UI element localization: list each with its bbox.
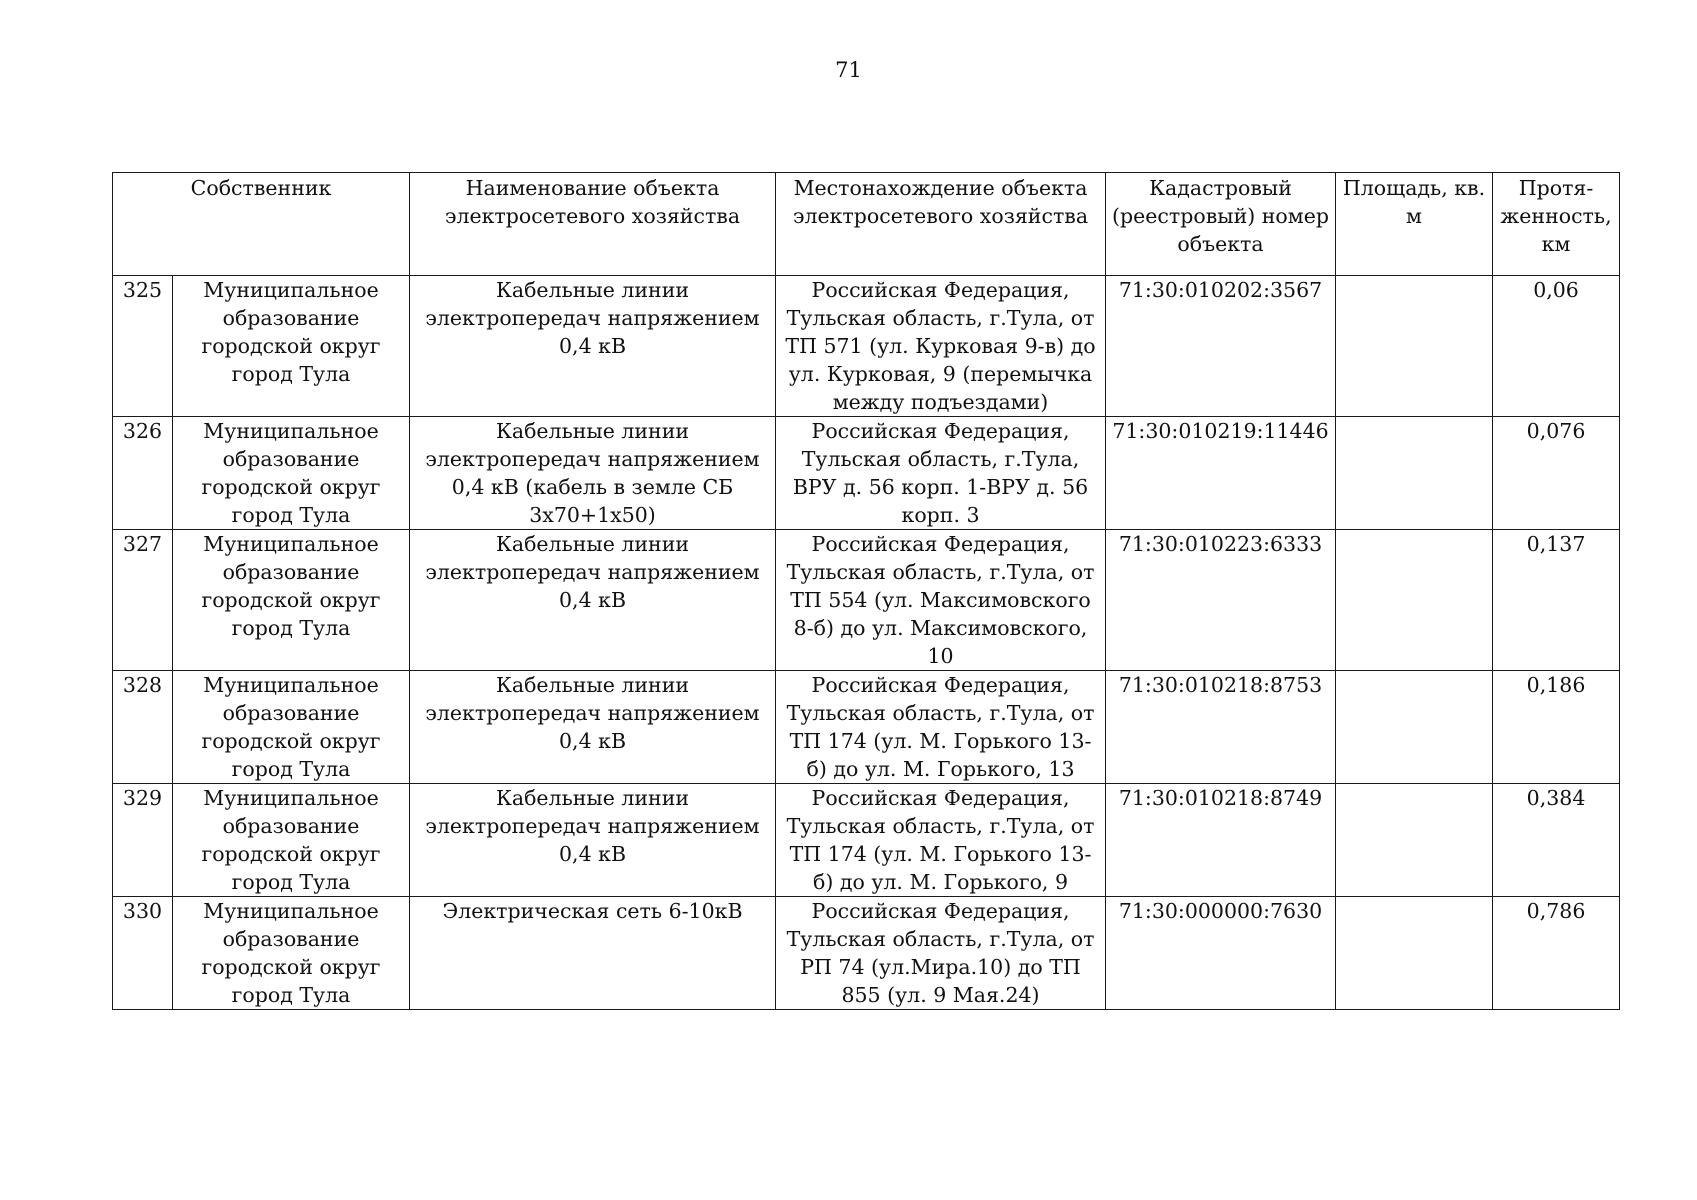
row-length: 0,786 xyxy=(1493,897,1620,1010)
row-length: 0,076 xyxy=(1493,417,1620,530)
row-owner: Муниципальное образование городской округ город Тула xyxy=(173,897,410,1010)
row-cadastral: 71:30:010218:8753 xyxy=(1106,671,1336,784)
row-name: Электрическая сеть 6-10кВ xyxy=(410,897,776,1010)
header-owner: Собственник xyxy=(113,173,410,276)
header-location: Местонахождение объекта электросетевого хозяйства xyxy=(776,173,1106,276)
row-cadastral: 71:30:010202:3567 xyxy=(1106,276,1336,417)
row-length: 0,06 xyxy=(1493,276,1620,417)
row-name: Кабельные линии электропередач напряжением 0,4 кВ xyxy=(410,671,776,784)
header-length: Протя-женность, км xyxy=(1493,173,1620,276)
row-owner: Муниципальное образование городской округ город Тула xyxy=(173,671,410,784)
row-name: Кабельные линии электропередач напряжением 0,4 кВ (кабель в земле СБ 3х70+1х50) xyxy=(410,417,776,530)
row-number: 325 xyxy=(113,276,173,417)
row-name: Кабельные линии электропередач напряжением 0,4 кВ xyxy=(410,784,776,897)
row-cadastral: 71:30:010219:11446 xyxy=(1106,417,1336,530)
row-owner: Муниципальное образование городской округ город Тула xyxy=(173,784,410,897)
row-cadastral: 71:30:010223:6333 xyxy=(1106,530,1336,671)
row-area xyxy=(1336,276,1493,417)
header-name: Наименование объекта электросетевого хозяйства xyxy=(410,173,776,276)
row-length: 0,186 xyxy=(1493,671,1620,784)
row-area xyxy=(1336,530,1493,671)
row-number: 327 xyxy=(113,530,173,671)
row-number: 326 xyxy=(113,417,173,530)
row-owner: Муниципальное образование городской округ город Тула xyxy=(173,530,410,671)
row-name: Кабельные линии электропередач напряжением 0,4 кВ xyxy=(410,530,776,671)
table-row xyxy=(113,276,1620,417)
row-cadastral: 71:30:010218:8749 xyxy=(1106,784,1336,897)
row-length: 0,384 xyxy=(1493,784,1620,897)
row-cadastral: 71:30:000000:7630 xyxy=(1106,897,1336,1010)
registry-table xyxy=(112,172,1620,1010)
row-location: Российская Федерация, Тульская область, г.Тула, от ТП 174 (ул. М. Горького 13-б) до ул. М. Горького, 9 xyxy=(776,784,1106,897)
row-owner: Муниципальное образование городской округ город Тула xyxy=(173,276,410,417)
header-cadastral: Кадастровый (реестровый) номер объекта xyxy=(1106,173,1336,276)
table-body xyxy=(113,276,1620,1010)
row-location: Российская Федерация, Тульская область, г.Тула, от ТП 174 (ул. М. Горького 13-б) до ул. М. Горького, 13 xyxy=(776,671,1106,784)
row-location: Российская Федерация, Тульская область, г.Тула, от ТП 571 (ул. Курковая 9-в) до ул. Курковая, 9 (перемычка между подъездами) xyxy=(776,276,1106,417)
table-header xyxy=(113,173,1620,276)
table-row xyxy=(113,530,1620,671)
row-area xyxy=(1336,897,1493,1010)
header-area: Площадь, кв. м xyxy=(1336,173,1493,276)
page-number: 71 xyxy=(835,58,862,82)
row-owner: Муниципальное образование городской округ город Тула xyxy=(173,417,410,530)
row-number: 329 xyxy=(113,784,173,897)
row-area xyxy=(1336,417,1493,530)
row-area xyxy=(1336,671,1493,784)
row-name: Кабельные линии электропередач напряжением 0,4 кВ xyxy=(410,276,776,417)
table-row xyxy=(113,671,1620,784)
row-number: 328 xyxy=(113,671,173,784)
table-row xyxy=(113,897,1620,1010)
table-row xyxy=(113,784,1620,897)
row-number: 330 xyxy=(113,897,173,1010)
row-location: Российская Федерация, Тульская область, г.Тула, от ТП 554 (ул. Максимовского 8-б) до ул. Максимовского, 10 xyxy=(776,530,1106,671)
header-row xyxy=(113,173,1620,276)
table-row xyxy=(113,417,1620,530)
row-length: 0,137 xyxy=(1493,530,1620,671)
row-location: Российская Федерация, Тульская область, г.Тула, от РП 74 (ул.Мира.10) до ТП 855 (ул. 9 Мая.24) xyxy=(776,897,1106,1010)
row-location: Российская Федерация, Тульская область, г.Тула, ВРУ д. 56 корп. 1-ВРУ д. 56 корп. 3 xyxy=(776,417,1106,530)
row-area xyxy=(1336,784,1493,897)
